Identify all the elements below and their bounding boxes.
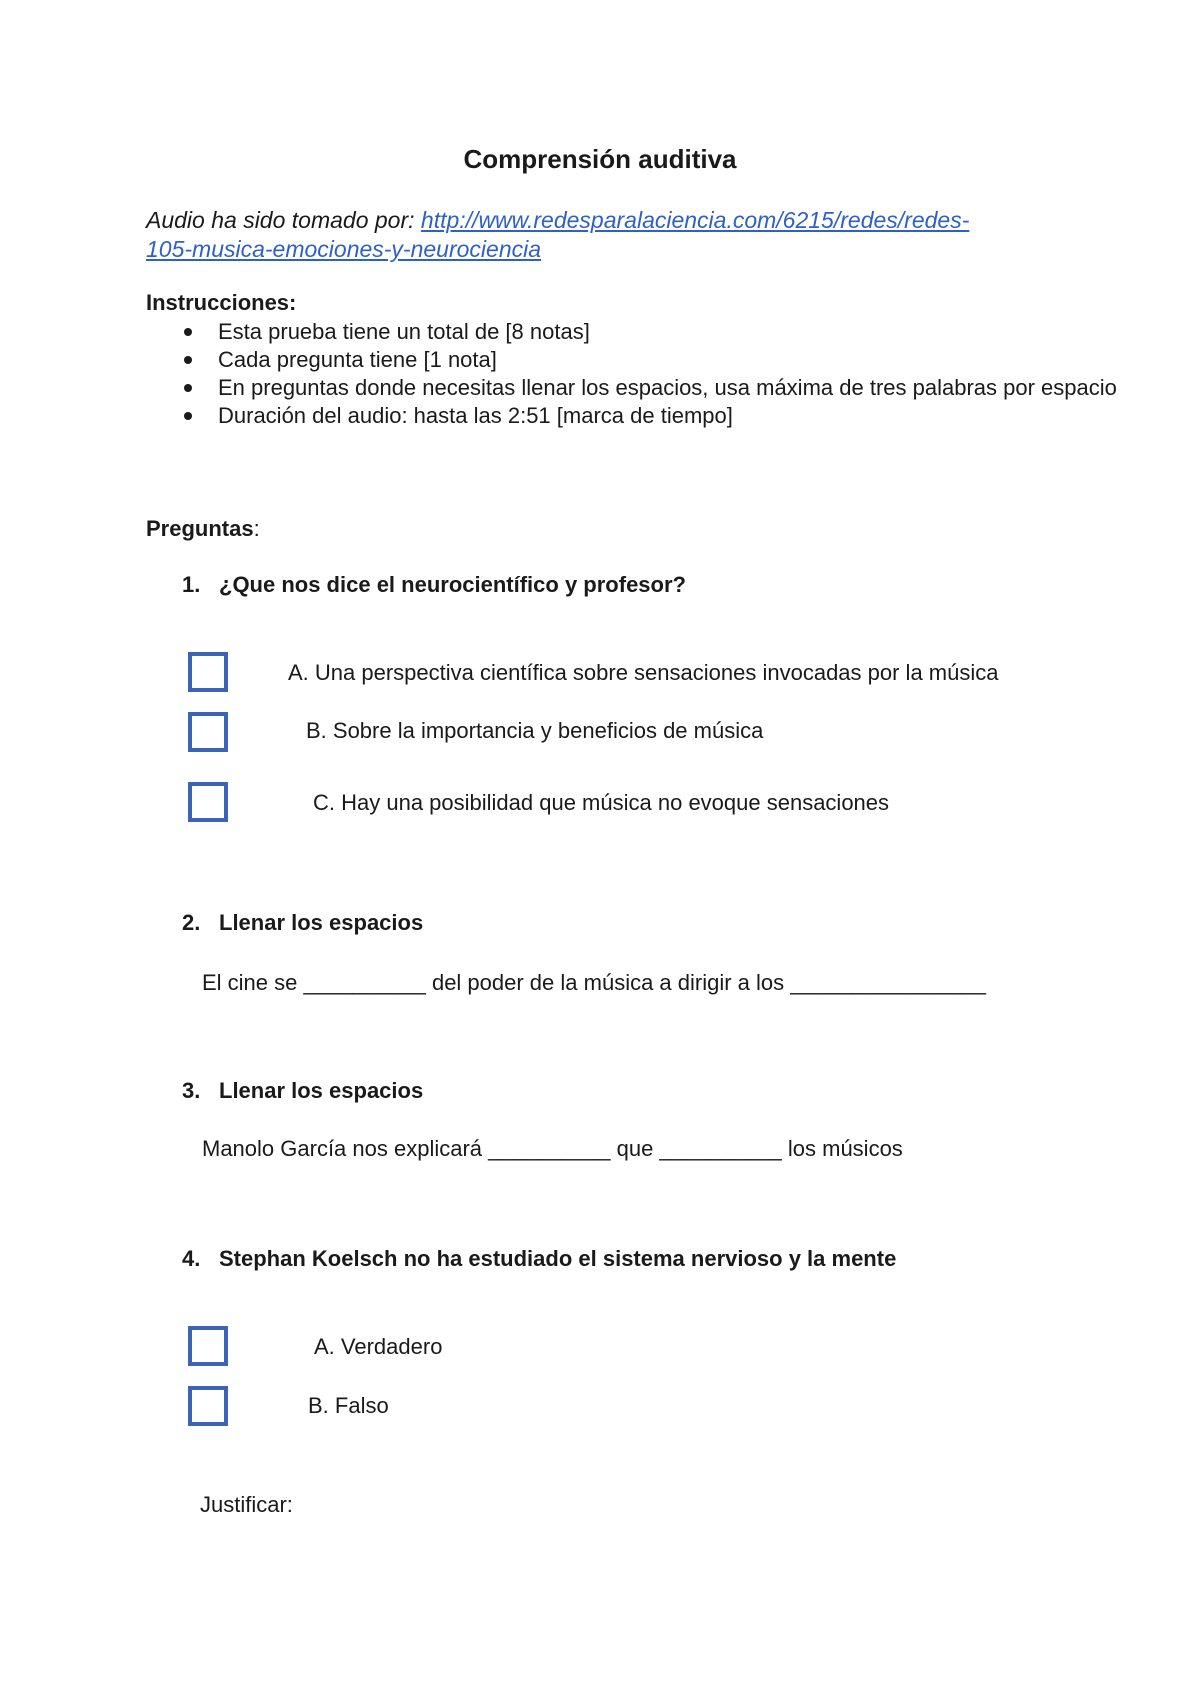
source-link-line2: 105-musica-emociones-y-neurociencia bbox=[146, 236, 542, 262]
instruction-item: En preguntas donde necesitas llenar los espacios, usa máxima de tres palabras por espacio bbox=[146, 374, 1046, 402]
audio-source bbox=[146, 206, 1046, 264]
source-link-line1: http://www.redesparalaciencia.com/6215/redes/redes- bbox=[420, 207, 970, 233]
q1-option-b-label: B. Sobre la importancia y beneficios de música bbox=[306, 718, 764, 743]
instructions-list bbox=[146, 318, 1117, 430]
instruction-item: Cada pregunta tiene [1 nota] bbox=[146, 346, 1046, 374]
question-3-number: 3. bbox=[182, 1078, 201, 1103]
q4-option-b-label: B. Falso bbox=[308, 1393, 389, 1418]
q4-option-b-checkbox[interactable] bbox=[188, 1386, 228, 1426]
question-4-text: Stephan Koelsch no ha estudiado el sistema nervioso y la mente bbox=[219, 1246, 897, 1271]
question-3-text: Llenar los espacios bbox=[219, 1078, 424, 1103]
q4-option-a-label: A. Verdadero bbox=[314, 1334, 443, 1359]
q4-option-a-checkbox[interactable] bbox=[188, 1326, 228, 1366]
question-4-number: 4. bbox=[182, 1246, 201, 1271]
questions-heading bbox=[146, 516, 260, 542]
question-2-text: Llenar los espacios bbox=[219, 910, 424, 935]
question-1-number: 1. bbox=[182, 572, 201, 597]
q1-option-c-checkbox[interactable] bbox=[188, 782, 228, 822]
questions-heading-label: Preguntas bbox=[146, 516, 254, 541]
instruction-item: Esta prueba tiene un total de [8 notas] bbox=[146, 318, 1046, 346]
instruction-item: Duración del audio: hasta las 2:51 [marca de tiempo] bbox=[146, 402, 1046, 430]
q1-option-a-checkbox[interactable] bbox=[188, 652, 228, 692]
q1-option-c-label: C. Hay una posibilidad que música no evoque sensaciones bbox=[313, 790, 890, 815]
page-title: Comprensión auditiva bbox=[463, 144, 737, 174]
questions-heading-colon: : bbox=[253, 516, 260, 541]
justify-label: Justificar: bbox=[200, 1492, 293, 1517]
instructions-heading: Instrucciones: bbox=[146, 290, 297, 315]
source-prefix: Audio ha sido tomado por: bbox=[146, 207, 421, 233]
question-3-fill-sentence[interactable]: Manolo García nos explicará __________ que __________ los músicos bbox=[202, 1136, 903, 1161]
question-2-fill-sentence[interactable]: El cine se __________ del poder de la música a dirigir a los ________________ bbox=[202, 970, 987, 995]
q1-option-b-checkbox[interactable] bbox=[188, 712, 228, 752]
question-2-number: 2. bbox=[182, 910, 201, 935]
question-1-text: ¿Que nos dice el neurocientífico y profesor? bbox=[219, 572, 686, 597]
q1-option-a-label: A. Una perspectiva científica sobre sensaciones invocadas por la música bbox=[288, 660, 999, 685]
